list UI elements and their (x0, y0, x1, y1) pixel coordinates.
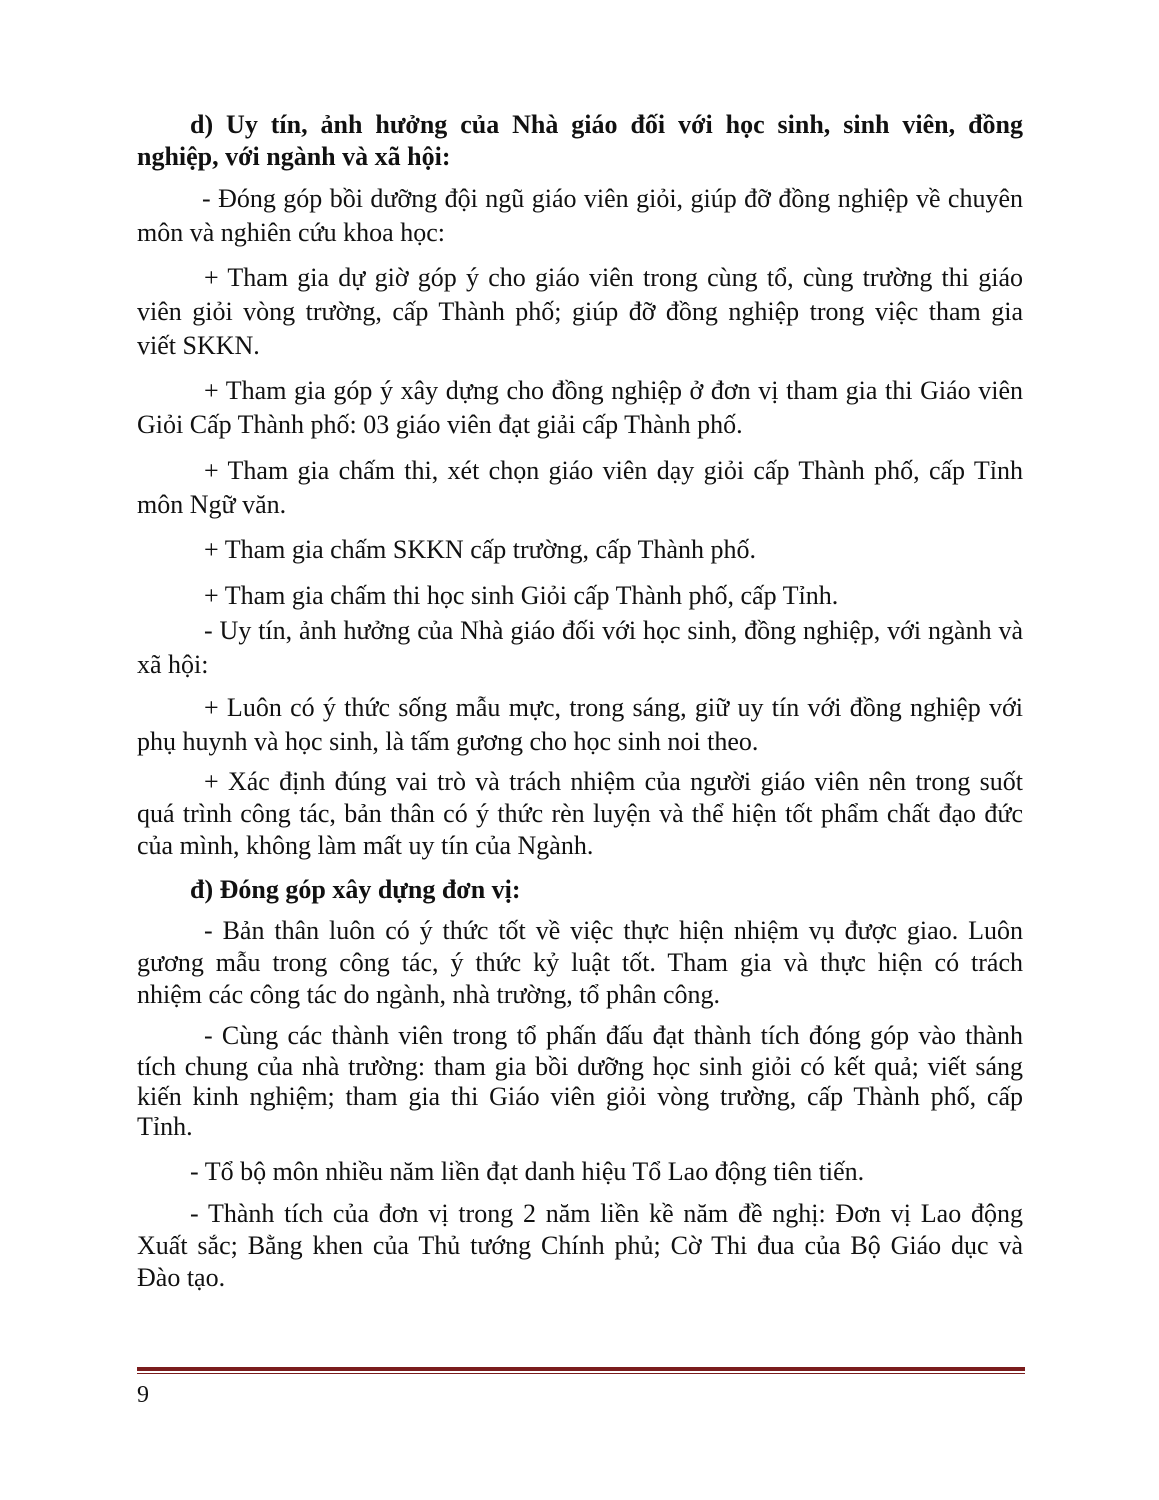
paragraph-d9-line1: + Xác định đúng vai trò và trách nhiệm của người giáo viên nên trong suốt (204, 767, 1023, 796)
paragraph-dd4-line1: - Thành tích của đơn vị trong 2 năm liền kề năm đề nghị: Đơn vị Lao động (190, 1199, 1023, 1228)
paragraph-dd3-line1: - Tổ bộ môn nhiều năm liền đạt danh hiệu Tổ Lao động tiên tiến. (190, 1157, 865, 1186)
paragraph-dd1-line2: gương mẫu trong công tác, ý thức kỷ luật tốt. Tham gia và thực hiện có trách (137, 948, 1023, 977)
paragraph-dd2-line1: - Cùng các thành viên trong tổ phấn đấu đạt thành tích đóng góp vào thành (204, 1021, 1023, 1050)
paragraph-d4-line2: môn Ngữ văn. (137, 490, 287, 519)
paragraph-d7-line2: xã hội: (137, 650, 209, 679)
paragraph-d3-line1: + Tham gia góp ý xây dựng cho đồng nghiệp ở đơn vị tham gia thi Giáo viên (204, 376, 1023, 405)
paragraph-d8-line1: + Luôn có ý thức sống mẫu mực, trong sáng, giữ uy tín với đồng nghiệp với (204, 693, 1023, 722)
paragraph-d6-line1: + Tham gia chấm thi học sinh Giỏi cấp Thành phố, cấp Tỉnh. (204, 581, 839, 610)
paragraph-d1-line2: môn và nghiên cứu khoa học: (137, 218, 445, 247)
paragraph-dd2-line4: Tỉnh. (137, 1112, 193, 1141)
paragraph-dd1-line1: - Bản thân luôn có ý thức tốt về việc thực hiện nhiệm vụ được giao. Luôn (204, 916, 1023, 945)
page-number: 9 (137, 1382, 149, 1408)
section-d-heading-line1: d) Uy tín, ảnh hưởng của Nhà giáo đối với học sinh, sinh viên, đồng (190, 110, 1023, 139)
paragraph-d3-line2: Giỏi Cấp Thành phố: 03 giáo viên đạt giải cấp Thành phố. (137, 410, 743, 439)
paragraph-d9-line2: quá trình công tác, bản thân có ý thức rèn luyện và thể hiện tốt phẩm chất đạo đức (137, 799, 1023, 828)
footer-rule-thin (137, 1373, 1025, 1374)
paragraph-d8-line2: phụ huynh và học sinh, là tấm gương cho học sinh noi theo. (137, 727, 759, 756)
paragraph-dd2-line2: tích chung của nhà trường: tham gia bồi dưỡng học sinh giỏi có kết quả; viết sáng (137, 1052, 1023, 1081)
section-dd-heading: đ) Đóng góp xây dựng đơn vị: (190, 875, 521, 904)
paragraph-dd4-line2: Xuất sắc; Bằng khen của Thủ tướng Chính phủ; Cờ Thi đua của Bộ Giáo dục và (137, 1231, 1023, 1260)
paragraph-dd2-line3: kiến kinh nghiệm; tham gia thi Giáo viên giỏi vòng trường, cấp Thành phố, cấp (137, 1082, 1023, 1111)
paragraph-d2-line3: viết SKKN. (137, 331, 260, 360)
paragraph-dd4-line3: Đào tạo. (137, 1263, 226, 1292)
paragraph-d7-line1: - Uy tín, ảnh hưởng của Nhà giáo đối với học sinh, đồng nghiệp, với ngành và (204, 616, 1023, 645)
paragraph-d2-line1: + Tham gia dự giờ góp ý cho giáo viên trong cùng tổ, cùng trường thi giáo (204, 263, 1023, 292)
footer-rule-thick (137, 1367, 1025, 1371)
paragraph-d1-line1: - Đóng góp bồi dưỡng đội ngũ giáo viên giỏi, giúp đỡ đồng nghiệp về chuyên (202, 184, 1023, 213)
paragraph-d5-line1: + Tham gia chấm SKKN cấp trường, cấp Thành phố. (204, 535, 757, 564)
paragraph-dd1-line3: nhiệm các công tác do ngành, nhà trường, tổ phân công. (137, 980, 721, 1009)
section-d-heading-line2: nghiệp, với ngành và xã hội: (137, 142, 451, 171)
paragraph-d2-line2: viên giỏi vòng trường, cấp Thành phố; giúp đỡ đồng nghiệp trong việc tham gia (137, 297, 1023, 326)
paragraph-d9-line3: của mình, không làm mất uy tín của Ngành. (137, 831, 594, 860)
paragraph-d4-line1: + Tham gia chấm thi, xét chọn giáo viên dạy giỏi cấp Thành phố, cấp Tỉnh (204, 456, 1023, 485)
